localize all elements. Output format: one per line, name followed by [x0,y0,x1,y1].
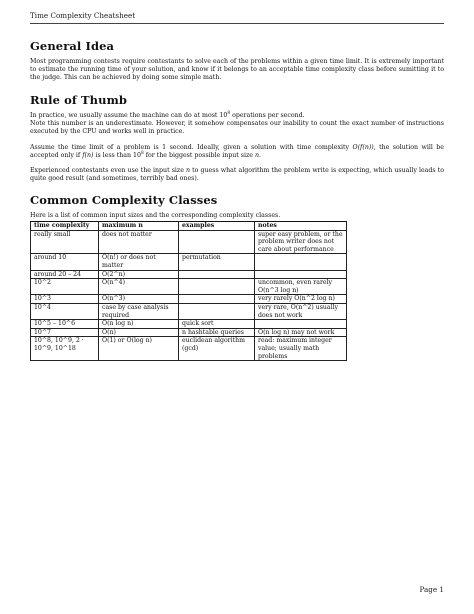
table-row [31,320,347,329]
complexity-table [30,221,347,361]
table-row [31,279,347,295]
table-row [31,328,347,337]
cell-notes: O(n log n) may not work [255,328,347,337]
cell-notes: uncommon, even rarely O(n^3 log n) [255,279,347,295]
general-idea-paragraph: Most programming contests require contestants to solve each of the problems within a given time limit. It is extremely important to estimate the running time of your solution, and know if it belongs to an acceptable time complexity class before sumitting it to the judge. This can be achieved by doing some simple math. [30,58,444,82]
cell-notes: super easy problem, or the problem writer does not care about performance [255,230,347,254]
cell-examples: euclidean algorithm (gcd) [179,337,255,361]
heading-rule-of-thumb: Rule of Thumb [30,93,128,108]
cell-maximum-n: O(n!) or does not matter [99,254,179,270]
rule-paragraph-4: Experienced contestants even use the input size n to guess what algorithm the problem write is expecting, which usually leads to quite good result (and sometimes, terribly bad ones). [30,166,444,182]
col-header-time: time complexity [31,222,99,231]
col-header-max: maximum n [99,222,179,231]
table-row [31,295,347,304]
table-row [31,270,347,279]
page-number: Page 1 [419,585,444,594]
cell-maximum-n: O(n) [99,328,179,337]
heading-general-idea: General Idea [30,39,115,53]
cell-notes [255,320,347,329]
cell-time-complexity: 10^2 [31,279,99,295]
cell-maximum-n: case by case analysis required [99,303,179,319]
cell-maximum-n: O(2^n) [99,270,179,279]
cell-time-complexity: 10^7 [31,328,99,337]
cell-examples [179,230,255,254]
cell-examples: n hashtable queries [179,328,255,337]
cell-time-complexity: 10^8, 10^9, 2 · 10^9, 10^18 [31,337,99,361]
cell-notes [255,254,347,270]
complexity-intro: Here is a list of common input sizes and the corresponding complexity classes. [30,211,281,219]
cell-examples: quick sort [179,320,255,329]
cell-maximum-n: O(n^3) [99,295,179,304]
cell-examples [179,303,255,319]
col-header-notes: notes [255,222,347,231]
section-rule-of-thumb [30,93,444,183]
cell-examples: permutation [179,254,255,270]
col-header-examples: examples [179,222,255,231]
cell-maximum-n: does not matter [99,230,179,254]
header-rule [30,23,444,24]
cell-time-complexity: 10^4 [31,303,99,319]
cell-notes: very rare, O(n^2) usually does not work [255,303,347,319]
table-row [31,303,347,319]
cell-time-complexity: 10^5 – 10^6 [31,320,99,329]
cell-maximum-n: O(n^4) [99,279,179,295]
rule-paragraph-2: Note this number is an underestimate. However, it somehow compensates our inability to count the exact number of instructions executed by the CPU and works well in practice. [30,120,444,136]
cell-notes: read: maximum integer value; usually math problems [255,337,347,361]
table-row [31,254,347,270]
cell-examples [179,295,255,304]
cell-examples [179,279,255,295]
cell-maximum-n: O(1) or O(log n) [99,337,179,361]
section-general-idea [30,39,444,82]
cell-notes [255,270,347,279]
cell-maximum-n: O(n log n) [99,320,179,329]
page-content [30,34,444,361]
section-complexity-classes [30,193,444,361]
cell-time-complexity: really small [31,230,99,254]
cell-examples [179,270,255,279]
heading-complexity-classes: Common Complexity Classes [30,192,218,207]
running-head: Time Complexity Cheatsheet [30,11,136,20]
table-row [31,337,347,361]
cell-time-complexity: around 20 – 24 [31,270,99,279]
cell-time-complexity: around 10 [31,254,99,270]
cell-notes: very rarely O(n^2 log n) [255,295,347,304]
table-row [31,230,347,254]
rule-paragraph-3: Assume the time limit of a problem is 1 second. Ideally, given a solution with time complexity O(f(n)), the solution will be accepted only if f(n) is less than $10^8$ for the biggest possible input size n. [30,143,444,159]
table-body [31,230,347,361]
table-header-row [31,222,347,231]
cell-time-complexity: 10^3 [31,295,99,304]
rule-paragraph-1: In practice, we usually assume the machine can do at most $10^8$ operations per second. [30,111,305,120]
